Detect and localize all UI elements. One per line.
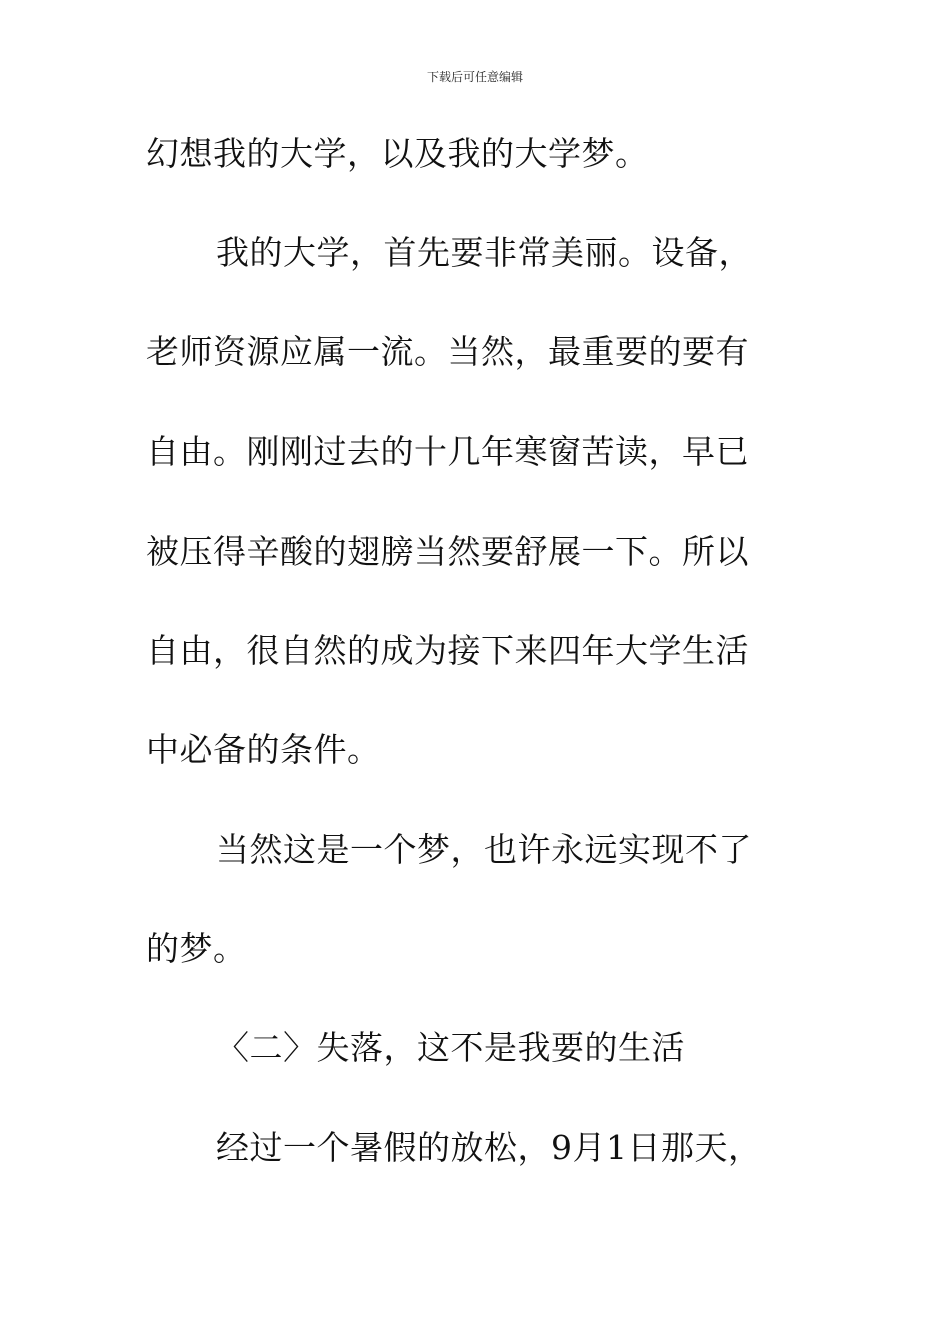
body-line-9: 的梦。 xyxy=(146,929,247,968)
body-line-2: 我的大学，首先要非常美丽。设备， xyxy=(216,233,752,272)
section-heading: 〈二〉失落，这不是我要的生活 xyxy=(216,1028,685,1067)
body-line-7: 中必备的条件。 xyxy=(146,730,381,769)
body-line-5: 被压得辛酸的翅膀当然要舒展一下。所以 xyxy=(146,532,749,571)
body-line-6: 自由，很自然的成为接下来四年大学生活 xyxy=(146,631,749,670)
body-line-10: 经过一个暑假的放松，9月1日那天， xyxy=(216,1128,762,1167)
body-line-1: 幻想我的大学，以及我的大学梦。 xyxy=(146,134,649,173)
download-note: 下载后可任意编辑 xyxy=(426,70,523,84)
body-line-3: 老师资源应属一流。当然，最重要的要有 xyxy=(146,332,749,371)
body-line-4: 自由。刚刚过去的十几年寒窗苦读，早已 xyxy=(146,432,749,471)
body-line-8: 当然这是一个梦，也许永远实现不了 xyxy=(216,830,752,869)
